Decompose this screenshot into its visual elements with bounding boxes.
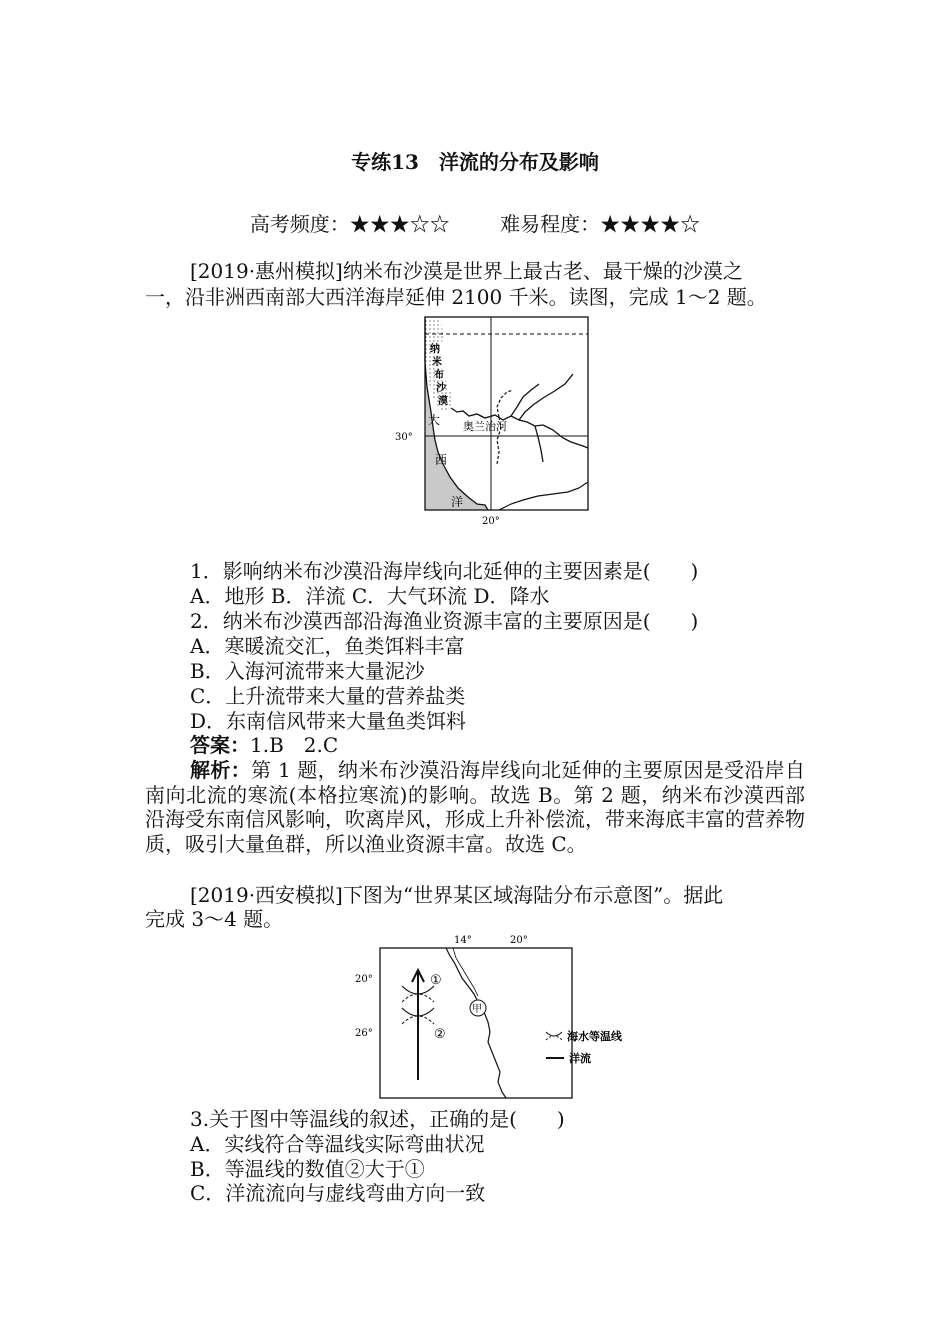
q1-options: A．地形 B．洋流 C．大气环流 D．降水 <box>190 584 550 608</box>
ocean-label-0: 大 <box>428 413 441 427</box>
jia-label: 甲 <box>472 1004 482 1015</box>
analysis-text: 第 1 题，纳米布沙漠沿海岸线向北延伸的主要原因是受沿岸自南向北流的寒流(本格拉寒流)的影响。故选 B。第 2 题，纳米布沙漠西部沿海受东南信风影响，吹离岸风，形成上升补偿流，带来海底丰富的营养物质，吸引大量鱼群，所以渔业资源丰富。故选 C。 <box>145 758 805 856</box>
answer-label: 答案： <box>190 733 250 757</box>
answer-text: 1.B 2.C <box>250 733 339 757</box>
namib-map <box>393 312 593 527</box>
intro2-line2: 完成 3～4 题。 <box>145 907 284 931</box>
ocean-label-1: 西 <box>435 453 448 467</box>
desert-label-4: 漠 <box>438 396 448 407</box>
q3-stem: 3.关于图中等温线的叙述，正确的是( ) <box>190 1107 565 1131</box>
q3-option-c: C．洋流流向与虚线弯曲方向一致 <box>190 1181 486 1205</box>
legend-current: 洋流 <box>569 1052 591 1065</box>
page-title: 专练13 洋流的分布及影响 <box>351 150 599 174</box>
legend-isotherm: 海水等温线 <box>567 1030 622 1043</box>
lat-20-label: 20° <box>355 974 373 985</box>
ocean-label-2: 洋 <box>451 495 464 509</box>
sea-land-map <box>350 930 650 1110</box>
analysis-label: 解析： <box>190 758 251 782</box>
rating-row <box>0 208 950 237</box>
q2-option-d: D．东南信风带来大量鱼类饵料 <box>190 709 467 733</box>
desert-label-3: 沙 <box>436 383 446 394</box>
q3-option-a: A．实线符合等温线实际弯曲状况 <box>190 1132 485 1156</box>
river-label: 奥兰治河 <box>463 420 507 433</box>
analysis-paragraph <box>145 758 805 856</box>
difficulty-rating: 难易程度：★★★★☆ <box>500 212 701 236</box>
marker-2: ② <box>434 1027 446 1042</box>
q2-option-b: B．入海河流带来大量泥沙 <box>190 659 425 683</box>
desert-label-0: 纳 <box>430 344 440 355</box>
q2-option-a: A．寒暖流交汇，鱼类饵料丰富 <box>190 634 465 658</box>
frequency-rating: 高考频度：★★★☆☆ <box>249 212 450 236</box>
longitude-label: 20° <box>482 516 500 527</box>
latitude-label: 30° <box>395 432 413 443</box>
coastline-2 <box>446 948 506 1098</box>
intro2-line1: [2019·西安模拟]下图为“世界某区域海陆分布示意图”。据此 <box>190 883 724 907</box>
answer-line <box>190 733 338 757</box>
lon-14-label: 14° <box>454 935 472 946</box>
q2-stem: 2．纳米布沙漠西部沿海渔业资源丰富的主要原因是( ) <box>190 609 699 633</box>
desert-label-2: 布 <box>434 370 444 381</box>
intro1-line2: 一，沿非洲西南部大西洋海岸延伸 2100 千米。读图，完成 1～2 题。 <box>145 285 767 309</box>
lon-20-label: 20° <box>510 935 528 946</box>
desert-label-1: 米 <box>432 357 442 368</box>
intro1-line1: [2019·惠州模拟]纳米布沙漠是世界上最古老、最干燥的沙漠之 <box>190 259 743 283</box>
q1-stem: 1．影响纳米布沙漠沿海岸线向北延伸的主要因素是( ) <box>190 559 699 583</box>
lat-26-label: 26° <box>355 1028 373 1039</box>
q3-option-b: B．等温线的数值②大于① <box>190 1157 425 1181</box>
marker-1: ① <box>430 973 442 988</box>
q2-option-c: C．上升流带来大量的营养盐类 <box>190 684 466 708</box>
